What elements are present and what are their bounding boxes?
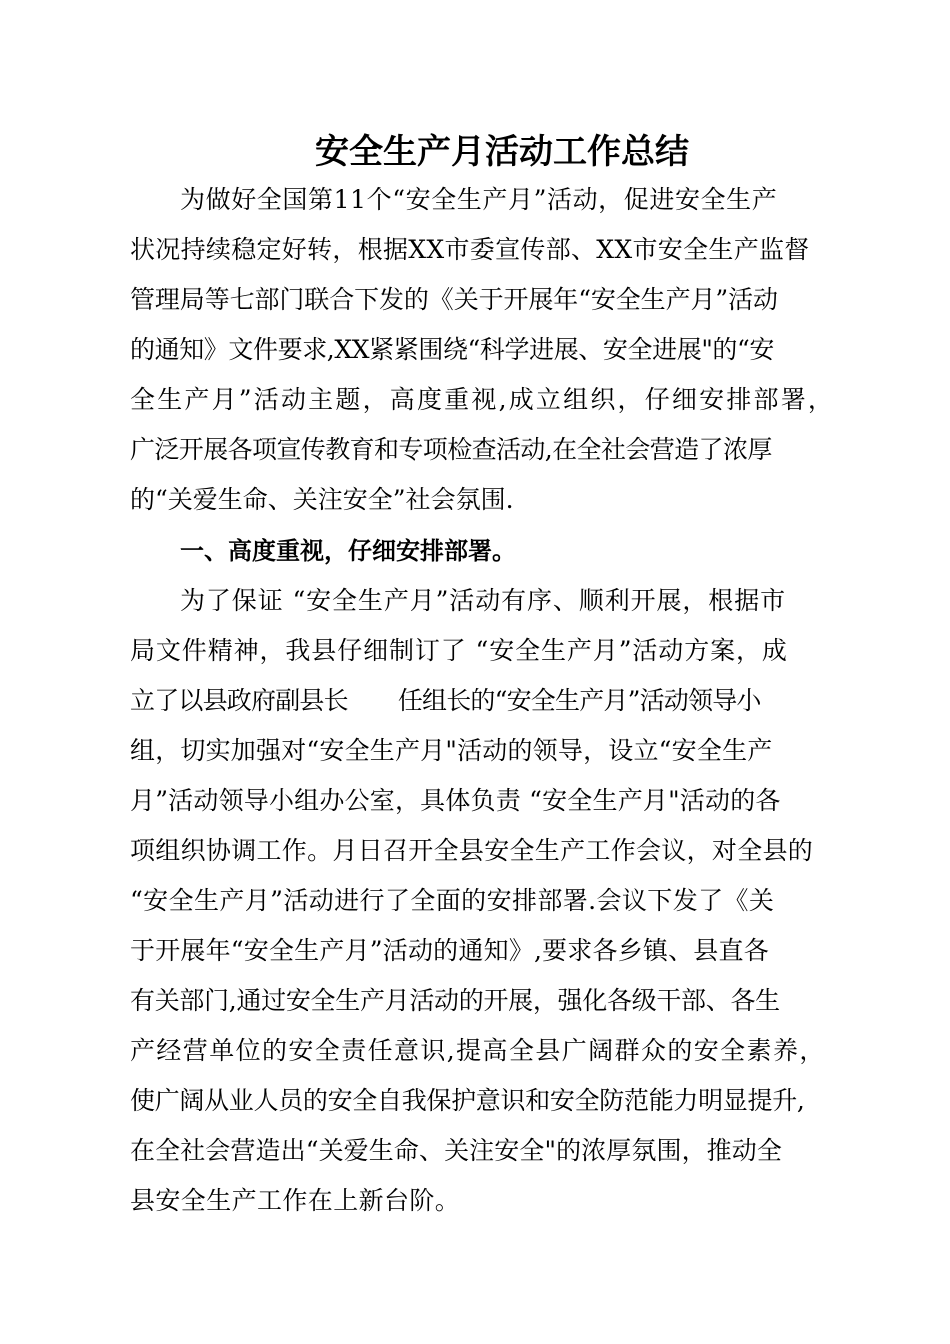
- section1-line-2: 局文件精神，我县仔细制订了 “安全生产月”活动方案，成: [130, 636, 788, 665]
- section1-line-8: 于开展年“安全生产月”活动的通知》,要求各乡镇、县直各: [130, 936, 769, 965]
- section1-heading: 一、高度重视，仔细安排部署。: [180, 537, 516, 565]
- section1-line-10: 产经营单位的安全责任意识,提高全县广阔群众的安全素养，: [130, 1036, 826, 1065]
- section1-line-3: 立了以县政府副县长 任组长的“安全生产月”活动领导小: [130, 686, 761, 715]
- intro-line-6: 广泛开展各项宣传教育和专项检查活动,在全社会营造了浓厚: [130, 435, 772, 464]
- section1-line-12: 在全社会营造出“关爱生命、关注安全"的浓厚氛围，推动全: [130, 1136, 782, 1165]
- intro-line-1: 为做好全国第11个“安全生产月”活动，促进安全生产: [180, 185, 778, 214]
- document-title: 安全生产月活动工作总结: [315, 132, 689, 172]
- section1-line-5: 月”活动领导小组办公室，具体负责 “安全生产月"活动的各: [130, 786, 781, 815]
- section1-line-11: 使广阔从业人员的安全自我保护意识和安全防范能力明显提升,: [130, 1086, 805, 1115]
- intro-line-3: 管理局等七部门联合下发的《关于开展年“安全生产月”活动: [130, 285, 778, 314]
- intro-line-2: 状况持续稳定好转，根据XX市委宣传部、XX市安全生产监督: [130, 235, 810, 264]
- intro-line-7: 的“关爱生命、关注安全”社会氛围.: [130, 485, 514, 514]
- section1-line-4: 组，切实加强对“安全生产月"活动的领导，设立“安全生产: [130, 736, 773, 765]
- intro-line-5: 全生产月”活动主题，高度重视,成立组织，仔细安排部署，: [130, 385, 836, 414]
- section1-line-13: 县安全生产工作在上新台阶。: [130, 1186, 461, 1215]
- section1-line-6: 项组织协调工作。月日召开全县安全生产工作会议，对全县的: [130, 836, 814, 865]
- section1-line-9: 有关部门,通过安全生产月活动的开展，强化各级干部、各生: [130, 986, 780, 1015]
- intro-line-4: 的通知》文件要求,XX紧紧围绕“科学进展、安全进展"的“安: [130, 335, 775, 364]
- section1-line-7: “安全生产月”活动进行了全面的安排部署.会议下发了《关: [130, 886, 775, 915]
- section1-line-1: 为了保证 “安全生产月”活动有序、顺利开展，根据市: [180, 586, 787, 615]
